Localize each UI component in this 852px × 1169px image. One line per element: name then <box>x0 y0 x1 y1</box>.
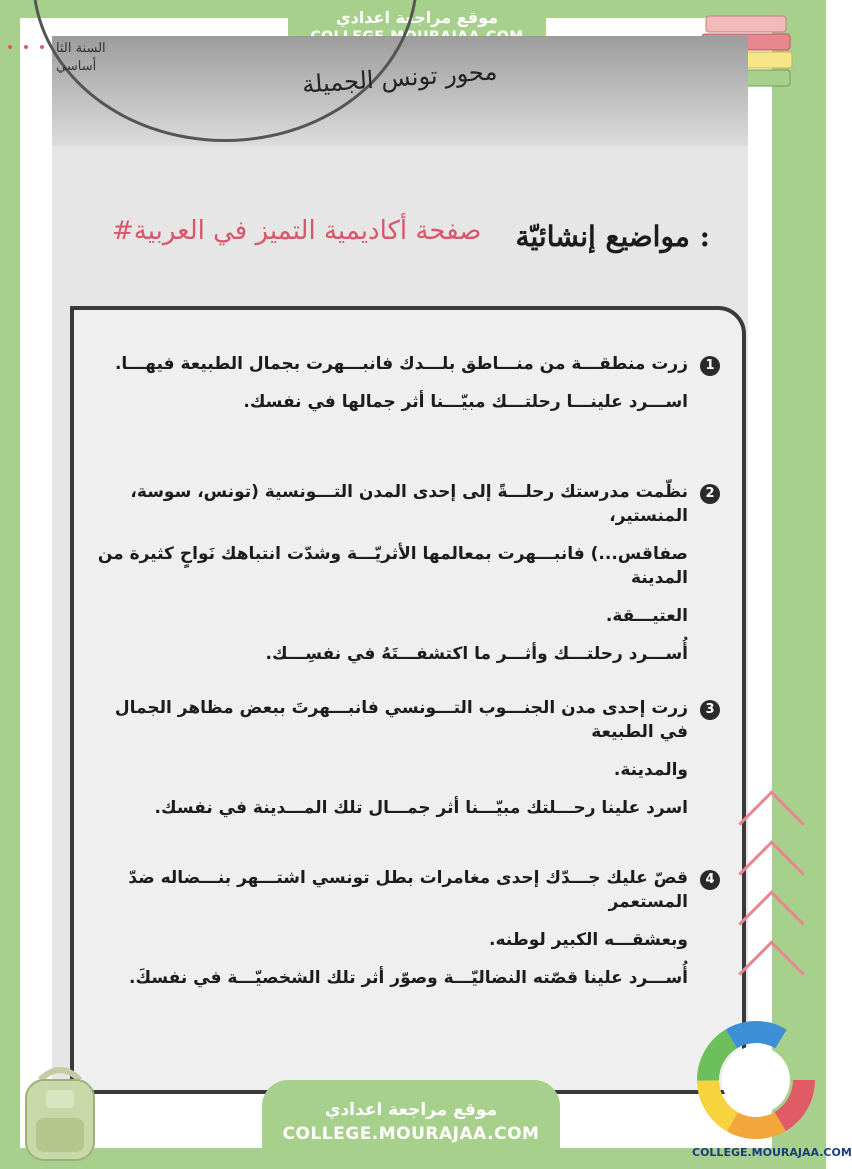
item-line: اســـرد علينـــا رحلتـــك مبيّـــنا أثر جمالها في نفسك. <box>243 392 688 412</box>
item-line: زرت منطقـــة من منـــاطق بلـــدك فانبـــهرت بجمال الطبيعة فيهـــا. <box>114 354 688 374</box>
item-number: 3 <box>700 700 720 720</box>
topics-card <box>70 306 746 1094</box>
item-line: اسرد علينا رحـــلتك مبيّـــنا أثر جمـــال تلك المـــدينة في نفسك. <box>154 798 688 818</box>
site-name: موقع مراجعة اعدادي <box>335 8 499 27</box>
item-line: أُســـرد علينا قصّته النضاليّـــة وصوّر أثر تلك الشخصيّـــة في نفسكَ. <box>129 968 688 988</box>
item-number: 4 <box>700 870 720 890</box>
item-line: والمدينة. <box>613 760 688 780</box>
item-line: زرت إحدى مدن الجنـــوب التـــونسي فانبـــهرتَ ببعض مظاهر الجمال في الطبيعة <box>114 698 688 742</box>
topic-title: محور تونس الجميلة <box>301 57 499 99</box>
site-logo-icon <box>696 1020 816 1140</box>
item-line: قصّ عليك جـــدّك إحدى مغامرات بطل تونسي اشتـــهر بنـــضاله ضدّ المستعمر <box>128 868 688 912</box>
item-line: وبعشقـــه الكبير لوطنه. <box>489 930 688 950</box>
topic-item <box>88 480 718 666</box>
hashtag-text: #صفحة أكاديمية التميز في العربية <box>112 216 482 246</box>
level-label: السنة الثا أساسي <box>56 41 106 74</box>
scanned-page <box>52 36 748 1086</box>
section-heading: مواضيع إنشائيّة : <box>515 220 710 253</box>
footer-banner <box>262 1080 560 1169</box>
backpack-icon <box>12 1060 108 1164</box>
topic-item <box>88 866 718 990</box>
topic-item <box>88 352 718 414</box>
item-line: العتيـــقة. <box>605 606 688 626</box>
item-line: صفاقس...) فانبـــهرت بمعالمها الأثريّـــة وشدّت انتباهك نَواحٍ كثيرة من المدينة <box>97 544 688 588</box>
item-line: أُســـرد رحلتـــك وأثـــر ما اكتشفـــتَهُ في نفسِـــك. <box>265 644 688 664</box>
item-line: نظّمت مدرستك رحلـــةً إلى إحدى المدن التـــونسية (تونس، سوسة، المنستير، <box>130 482 688 526</box>
site-url-link[interactable]: COLLEGE.MOURAJAA.COM <box>282 1124 540 1144</box>
item-number: 2 <box>700 484 720 504</box>
topic-item <box>88 696 718 820</box>
topic-banner <box>52 36 748 146</box>
logo-url: COLLEGE.MOURAJAA.COM <box>692 1146 852 1159</box>
site-name: موقع مراجعة اعدادي <box>324 1100 498 1120</box>
chevron-decoration-icon <box>732 790 822 1020</box>
item-number: 1 <box>700 356 720 376</box>
